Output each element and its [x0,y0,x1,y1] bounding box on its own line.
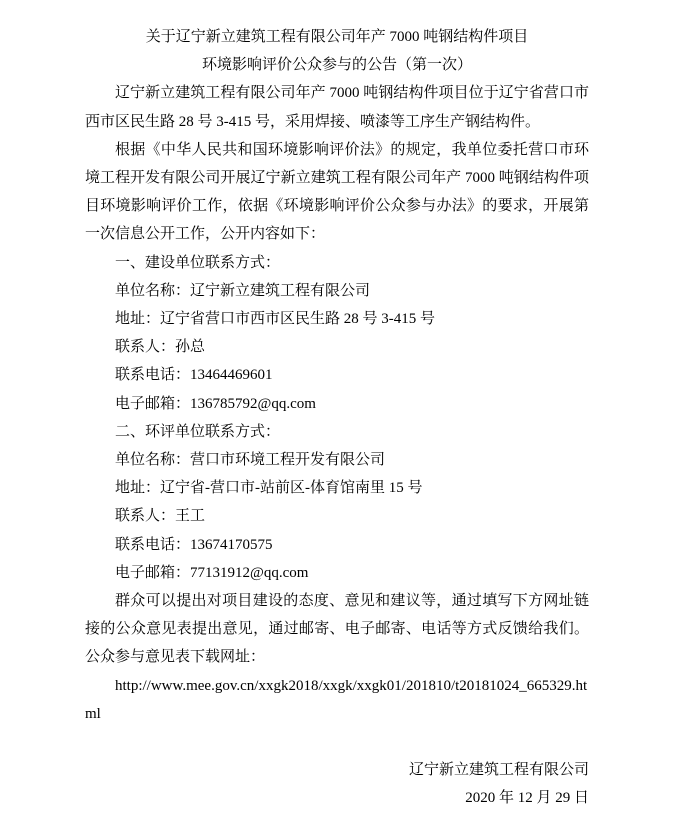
field-construction-unit-phone [85,361,589,389]
field-label: 单位名称： [115,282,191,299]
download-url-text: http://www.mee.gov.cn/xxgk2018/xxgk/xxgk01/201810/t20181024_665329.html [85,677,588,722]
field-value: 孙总 [175,339,206,356]
section-construction-unit-heading: 一、建设单位联系方式： [115,254,281,271]
field-value: 辽宁省营口市西市区民生路 28 号 3-415 号 [160,311,436,328]
field-label: 电子邮箱： [115,564,191,581]
field-value: 13674170575 [190,536,273,553]
field-eia-unit-phone [85,531,589,559]
field-construction-unit-name [85,277,589,305]
signature-date: 2020 年 12 月 29 日 [465,790,589,807]
field-value: 136785792@qq.com [190,395,316,412]
field-label: 电子邮箱： [115,395,191,412]
field-construction-unit-email [85,390,589,418]
field-label: 地址： [115,311,161,328]
section-eia-unit-heading: 二、环评单位联系方式： [115,423,281,440]
field-eia-unit-email [85,559,589,587]
field-value: 辽宁省-营口市-站前区-体育馆南里 15 号 [160,480,423,497]
field-label: 联系电话： [115,367,191,384]
field-label: 联系人： [115,508,176,525]
field-value: 77131912@qq.com [190,564,309,581]
field-eia-unit-name [85,446,589,474]
field-value: 辽宁新立建筑工程有限公司 [190,282,371,299]
field-construction-unit-address [85,305,589,333]
paragraph-legal-basis: 根据《中华人民共和国环境影响评价法》的规定，我单位委托营口市环境工程开发有限公司开展辽宁新立建筑工程有限公司年产 7000 吨钢结构件项目环境影响评价工作，依据《环境影响评价公众参与办法》的要求，开展第一次信息公开工作，公开内容如下： [85,141,589,243]
field-label: 联系电话： [115,536,191,553]
paragraph-public-feedback: 群众可以提出对项目建设的态度、意见和建议等，通过填写下方网址链接的公众意见表提出意见，通过邮寄、电子邮寄、电话等方式反馈给我们。公众参与意见表下载网址： [85,593,589,666]
field-eia-unit-address [85,474,589,502]
field-label: 地址： [115,480,161,497]
field-eia-unit-contact [85,502,589,530]
document-title-line-1: 关于辽宁新立建筑工程有限公司年产 7000 吨钢结构件项目 [145,29,529,45]
field-construction-unit-contact [85,333,589,361]
document-title-line-2: 环境影响评价公众参与的公告（第一次） [201,57,472,74]
field-value: 营口市环境工程开发有限公司 [190,452,386,469]
field-value: 13464469601 [190,367,273,384]
signature-company-name: 辽宁新立建筑工程有限公司 [408,762,589,779]
field-value: 王工 [175,508,206,525]
paragraph-project-overview: 辽宁新立建筑工程有限公司年产 7000 吨钢结构件项目位于辽宁省营口市西市区民生路 28 号 3-415 号，采用焊接、喷漆等工序生产钢结构件。 [85,85,589,130]
field-label: 单位名称： [115,452,191,469]
field-label: 联系人： [115,339,176,356]
